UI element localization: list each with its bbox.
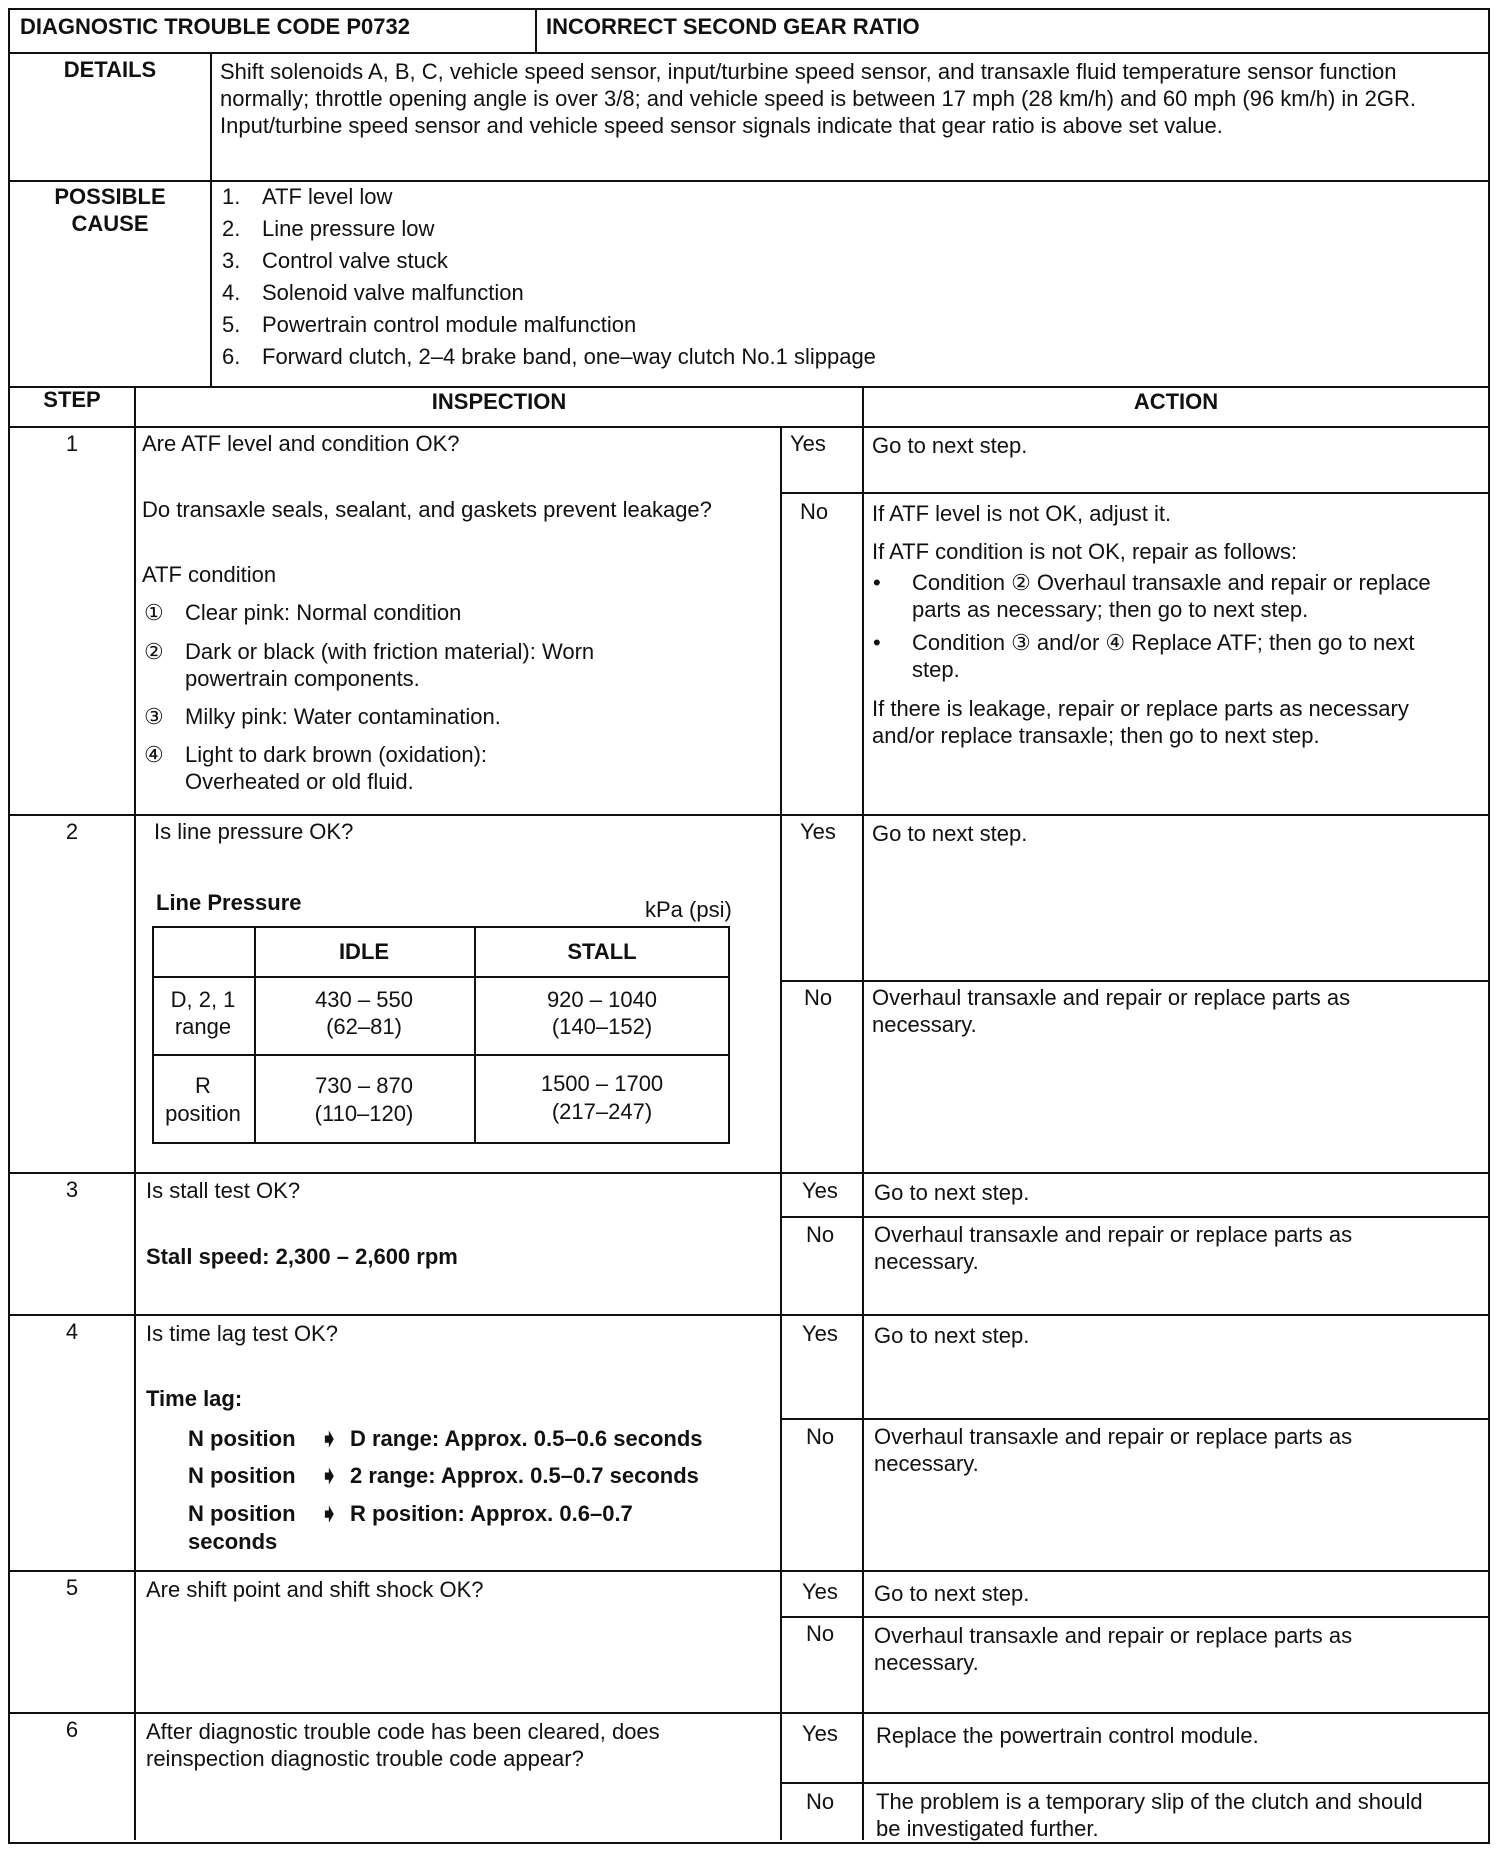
step-question: Is time lag test OK? [146,1321,338,1346]
action-text: If ATF condition is not OK, repair as follows: [872,539,1298,564]
table-cell: (110–120) [314,1101,414,1126]
lag-to: R position: Approx. 0.6–0.7 [350,1501,633,1526]
table-cell: (140–152) [551,1014,653,1039]
column-header-inspection: INSPECTION [431,389,567,414]
yes-label: Yes [802,1579,838,1604]
divider [780,1216,1488,1218]
condition-mark: ② [144,639,164,664]
yes-label: Yes [790,431,826,456]
no-label: No [806,1222,835,1247]
step-question: Are ATF level and condition OK? [142,431,460,456]
yes-label: Yes [800,819,836,844]
divider [780,492,1488,494]
lag-to: 2 range: Approx. 0.5–0.7 seconds [350,1463,699,1488]
arrow-icon: ➧ [320,1501,339,1526]
line-pressure-title: Line Pressure [156,890,302,915]
arrow-icon: ➧ [320,1426,339,1451]
divider [10,1712,1488,1714]
step-number: 1 [65,431,79,456]
time-lag-label: Time lag: [146,1386,243,1411]
lag-to: D range: Approx. 0.5–0.6 seconds [350,1426,703,1451]
stall-speed-spec: Stall speed: 2,300 – 2,600 rpm [146,1244,458,1269]
label-divider [210,52,212,386]
cause-num: 4. [222,280,241,305]
cause-text: Solenoid valve malfunction [262,280,524,305]
arrow-icon: ➧ [320,1463,339,1488]
action-bullet: Condition ③ and/or ④ Replace ATF; then go to next step. [912,630,1415,682]
lag-to-continued: seconds [188,1529,278,1554]
table-cell: 1500 – 1700 [540,1071,664,1096]
condition-text: Dark or black (with friction material): Worn powertrain components. [185,639,595,691]
step-number: 3 [65,1177,79,1202]
yes-label: Yes [802,1321,838,1346]
header-divider [535,10,537,52]
action-text: Overhaul transaxle and repair or replace parts as necessary. [872,985,1351,1037]
condition-text: Milky pink: Water contamination. [185,704,501,729]
no-label: No [806,1621,835,1646]
divider [10,1172,1488,1174]
dtc-title: INCORRECT SECOND GEAR RATIO [546,14,920,39]
condition-mark: ① [144,600,164,625]
action-text: Go to next step. [874,1180,1030,1205]
condition-mark: ③ [144,704,164,729]
table-cell: R [195,1073,211,1098]
lag-from: N position [188,1501,296,1526]
bullet-mark: • [873,570,881,595]
column-header-step: STEP [43,387,101,412]
cause-text: Powertrain control module malfunction [262,312,637,337]
action-text: Overhaul transaxle and repair or replace parts as necessary. [874,1424,1353,1476]
dtc-code-label: DIAGNOSTIC TROUBLE CODE P0732 [20,14,410,39]
lag-from: N position [188,1463,296,1488]
divider [10,1314,1488,1316]
condition-text: Light to dark brown (oxidation): Overheated or old fluid. [185,742,488,794]
cause-num: 1. [222,184,241,209]
action-text: Go to next step. [874,1581,1030,1606]
no-label: No [800,499,829,524]
action-text: Replace the powertrain control module. [876,1723,1259,1748]
column-divider [134,386,136,1840]
column-divider [780,426,782,1840]
table-cell: 430 – 550 [315,987,413,1012]
step-question-secondary: Do transaxle seals, sealant, and gaskets prevent leakage? [142,497,712,522]
step-number: 4 [65,1319,79,1344]
table-header-idle: IDLE [338,939,390,964]
column-header-action: ACTION [1133,389,1219,414]
step-question: Are shift point and shift shock OK? [146,1577,484,1602]
step-number: 5 [65,1575,79,1600]
divider [780,1616,1488,1618]
divider [10,814,1488,816]
table-cell: 920 – 1040 [546,987,658,1012]
step-question: Is stall test OK? [146,1178,301,1203]
divider [780,980,1488,982]
divider [780,1782,1488,1784]
action-text: Go to next step. [874,1323,1030,1348]
table-cell: position [165,1101,241,1126]
divider [780,1418,1488,1420]
table-cell: (217–247) [551,1099,653,1124]
condition-mark: ④ [144,742,164,767]
lag-from: N position [188,1426,296,1451]
action-text: The problem is a temporary slip of the clutch and should be investigated further. [876,1789,1423,1841]
action-text: If there is leakage, repair or replace parts as necessary and/or replace transaxle; then go to next step. [872,696,1409,748]
table-divider [152,1054,730,1056]
column-divider [862,386,864,1840]
divider [10,52,1488,54]
atf-condition-label: ATF condition [142,562,277,587]
step-question: Is line pressure OK? [154,819,354,844]
divider [10,426,1488,428]
cause-text: Forward clutch, 2–4 brake band, one–way clutch No.1 slippage [262,344,876,369]
bullet-mark: • [873,630,881,655]
table-cell: range [174,1014,232,1039]
cause-text: Control valve stuck [262,248,448,273]
possible-cause-label-2: CAUSE [71,211,149,236]
cause-num: 3. [222,248,241,273]
yes-label: Yes [802,1721,838,1746]
condition-text: Clear pink: Normal condition [185,600,462,625]
action-text: Go to next step. [872,821,1028,846]
cause-text: Line pressure low [262,216,435,241]
details-text: Shift solenoids A, B, C, vehicle speed sensor, input/turbine speed sensor, and transaxle fluid temperature sensor function normally; throttle opening angle is over 3/8; and vehicle speed is between 17 mph (28 km/h) and 60 mph (96 km/h) in 2GR. Input/turbine speed sensor and vehicle speed sensor signals indicate that gear ratio is above set value. [220,59,1416,138]
action-text: Overhaul transaxle and repair or replace parts as necessary. [874,1222,1353,1274]
table-cell: (62–81) [326,1014,402,1039]
possible-cause-label-1: POSSIBLE [54,184,166,209]
no-label: No [806,1424,835,1449]
action-bullet: Condition ② Overhaul transaxle and repair or replace parts as necessary; then go to next step. [912,570,1431,622]
yes-label: Yes [802,1178,838,1203]
cause-num: 6. [222,344,241,369]
no-label: No [804,985,833,1010]
divider [10,180,1488,182]
action-text: Overhaul transaxle and repair or replace parts as necessary. [874,1623,1353,1675]
cause-num: 2. [222,216,241,241]
step-number: 6 [65,1717,79,1742]
action-text: Go to next step. [872,433,1028,458]
table-cell: D, 2, 1 [170,987,236,1012]
details-label: DETAILS [63,57,157,82]
action-text: If ATF level is not OK, adjust it. [872,501,1172,526]
table-cell: 730 – 870 [315,1073,413,1098]
no-label: No [806,1789,835,1814]
cause-text: ATF level low [262,184,393,209]
table-divider [152,976,730,978]
divider [10,1570,1488,1572]
line-pressure-unit: kPa (psi) [645,897,732,922]
step-question: After diagnostic trouble code has been cleared, does reinspection diagnostic trouble code appear? [146,1719,660,1771]
cause-num: 5. [222,312,241,337]
table-header-stall: STALL [567,939,637,964]
step-number: 2 [65,819,79,844]
